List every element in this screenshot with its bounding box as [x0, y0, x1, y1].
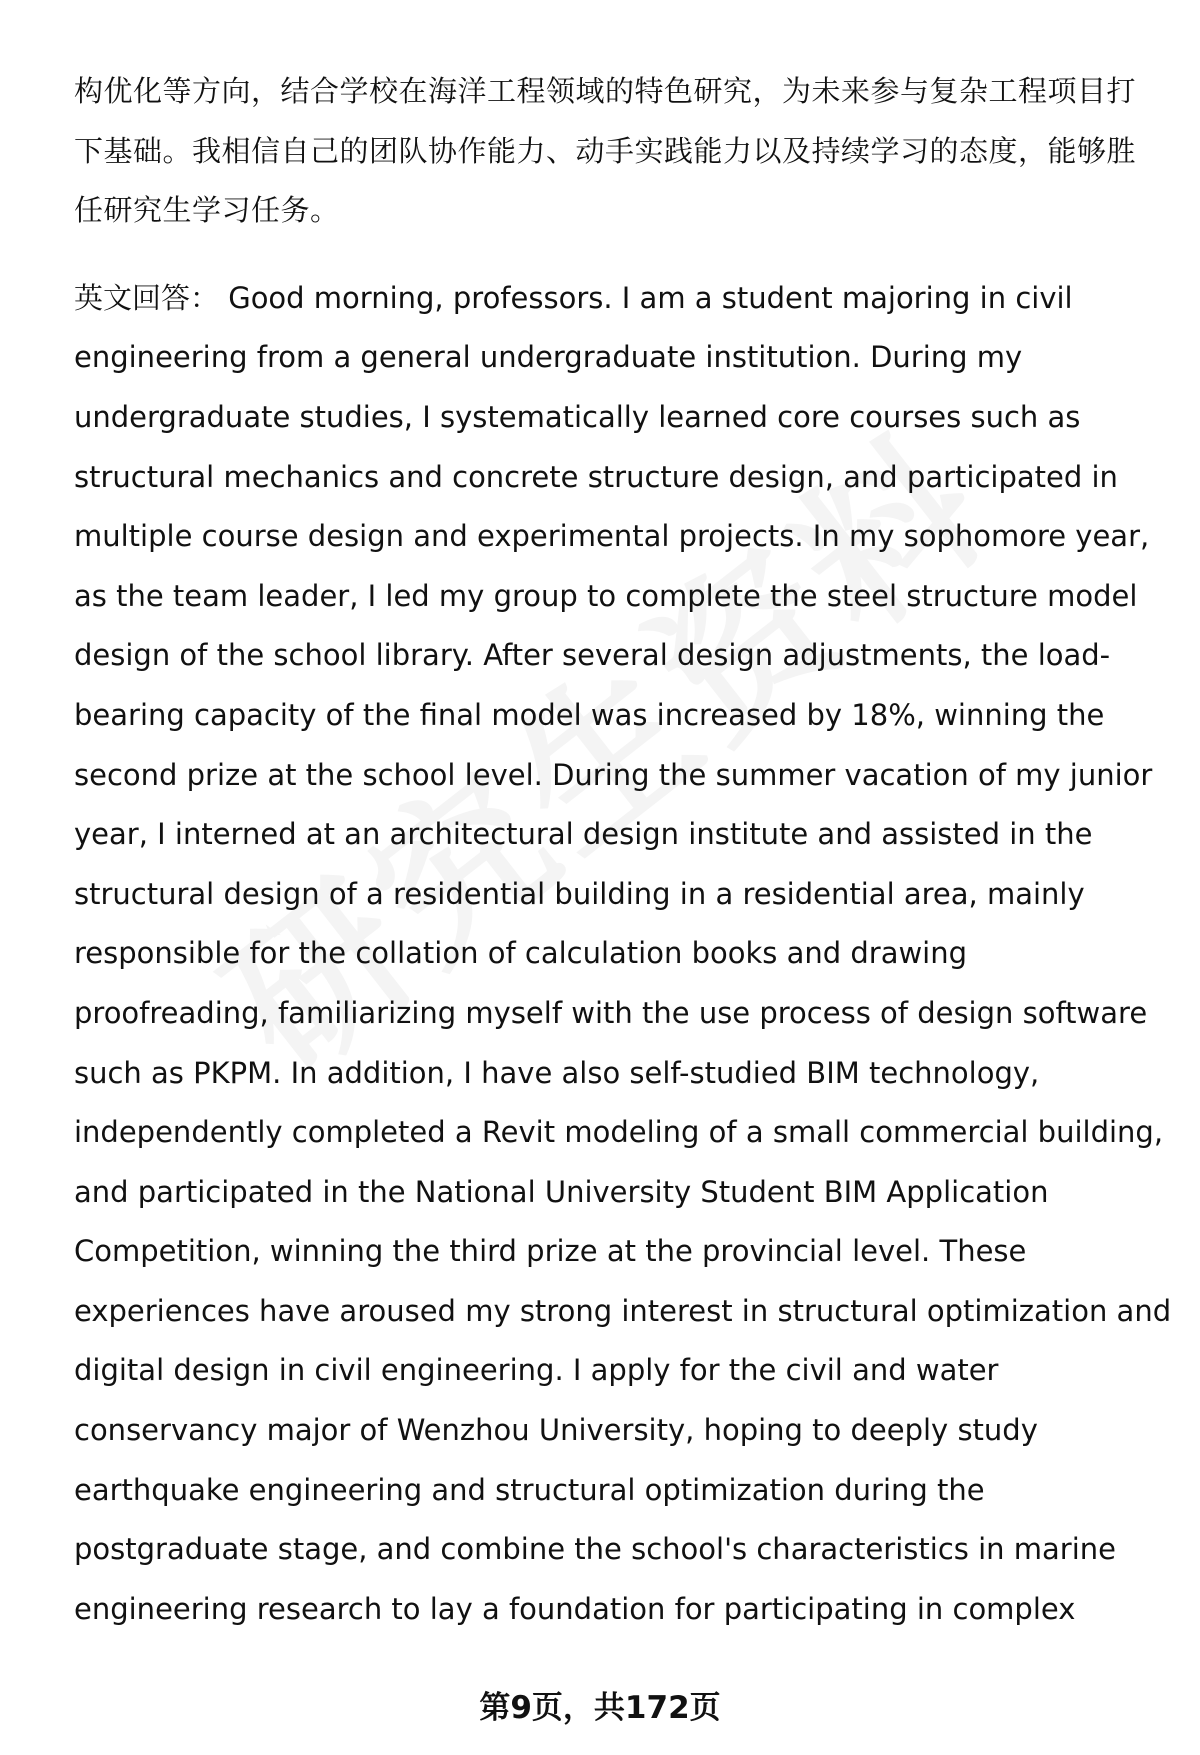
text-line: engineering from a general undergraduate institution. During my: [74, 340, 1023, 375]
text-line: 英文回答： Good morning, professors. I am a student majoring in civil: [74, 280, 1073, 315]
english-answer-paragraph: [74, 269, 1172, 1640]
text-line: proofreading, familiarizing myself with the use process of design software: [74, 995, 1148, 1030]
text-line: and participated in the National University Student BIM Application: [74, 1174, 1049, 1209]
text-line: engineering research to lay a foundation for participating in complex: [74, 1591, 1076, 1626]
chinese-answer-paragraph: [74, 62, 1154, 241]
text-line: 下基础。我相信自己的团队协作能力、动手实践能力以及持续学习的态度，能够胜: [74, 133, 1137, 168]
text-line: bearing capacity of the final model was increased by 18%, winning the: [74, 697, 1105, 732]
text-line: Competition, winning the third prize at the provincial level. These: [74, 1234, 1027, 1269]
text-line: responsible for the collation of calculation books and drawing: [74, 936, 968, 971]
text-line: as the team leader, I led my group to complete the steel structure model: [74, 578, 1138, 613]
text-line: year, I interned at an architectural design institute and assisted in the: [74, 817, 1093, 852]
text-line: multiple course design and experimental projects. In my sophomore year,: [74, 519, 1150, 554]
text-line: independently completed a Revit modeling of a small commercial building,: [74, 1115, 1164, 1150]
text-line: conservancy major of Wenzhou University, hoping to deeply study: [74, 1413, 1038, 1448]
text-line: 任研究生学习任务。: [74, 193, 340, 228]
text-line: 构优化等方向，结合学校在海洋工程领域的特色研究，为未来参与复杂工程项目打: [74, 74, 1137, 108]
text-line: earthquake engineering and structural optimization during the: [74, 1472, 985, 1507]
text-line: structural design of a residential building in a residential area, mainly: [74, 876, 1085, 911]
text-line: design of the school library. After several design adjustments, the load-: [74, 638, 1111, 673]
text-line: digital design in civil engineering. I apply for the civil and water: [74, 1353, 999, 1388]
text-line: experiences have aroused my strong interest in structural optimization and: [74, 1293, 1172, 1328]
text-line: undergraduate studies, I systematically learned core courses such as: [74, 399, 1081, 434]
text-line: postgraduate stage, and combine the school's characteristics in marine: [74, 1532, 1116, 1567]
text-line: such as PKPM. In addition, I have also self-studied BIM technology,: [74, 1055, 1040, 1090]
text-line: structural mechanics and concrete structure design, and participated in: [74, 459, 1118, 494]
document-body: [74, 62, 1172, 1639]
text-line: second prize at the school level. During the summer vacation of my junior: [74, 757, 1153, 792]
page-number-footer: 第9页，共172页: [479, 1690, 721, 1726]
